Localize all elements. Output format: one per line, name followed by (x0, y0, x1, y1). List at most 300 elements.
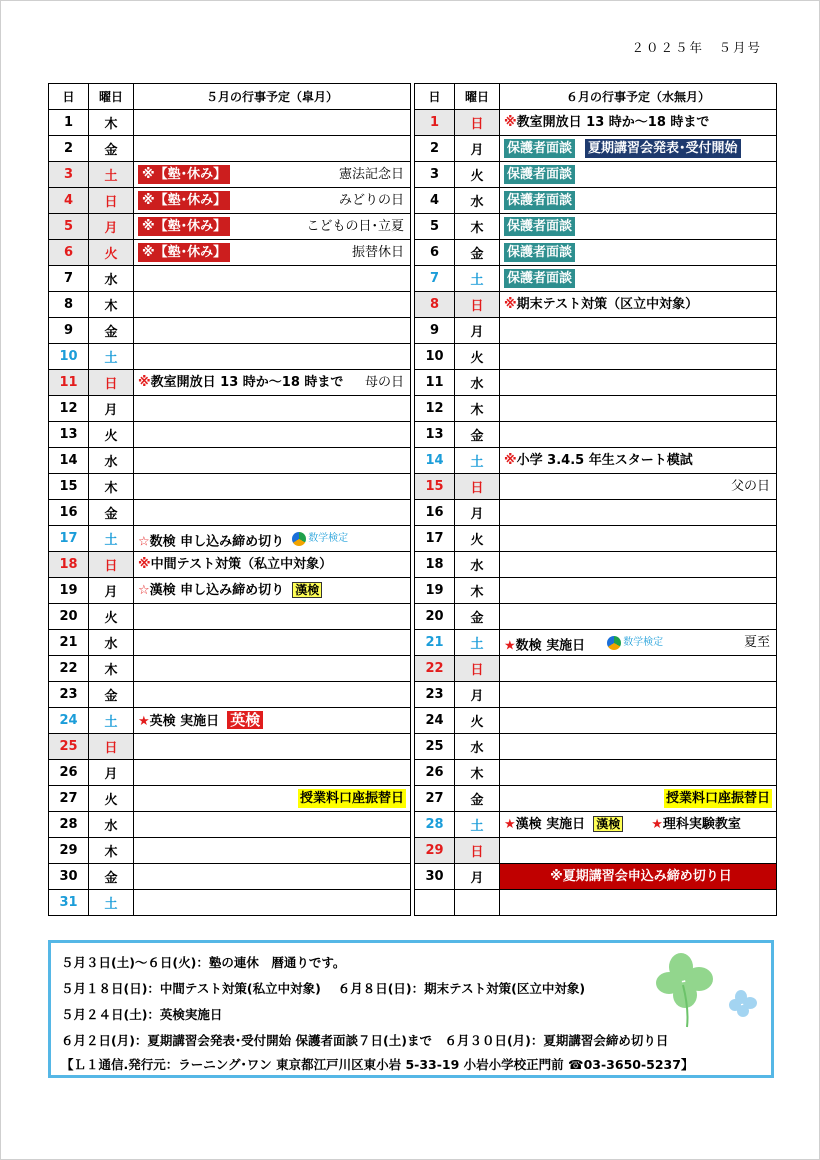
calendar-row (49, 422, 777, 448)
may-day: 19 (49, 578, 89, 604)
calendar-row (49, 448, 777, 474)
june-event-cell (500, 604, 777, 630)
june-weekday: 水 (455, 188, 500, 214)
calendar-row (49, 370, 777, 396)
may-event-cell (134, 188, 411, 214)
may-day: 28 (49, 812, 89, 838)
star-outline-icon: ☆ (138, 534, 150, 550)
june-event-cell (500, 292, 777, 318)
event-content (504, 214, 575, 239)
event-note: みどりの日 (338, 193, 404, 208)
may-weekday: 火 (89, 240, 134, 266)
event-content (138, 240, 230, 265)
event-content (138, 214, 230, 239)
june-event-cell (500, 422, 777, 448)
calendar-row (49, 682, 777, 708)
june-event-cell (500, 552, 777, 578)
may-event-cell (134, 136, 411, 162)
june-weekday: 水 (455, 552, 500, 578)
event-extra (651, 817, 741, 832)
may-event-cell (134, 864, 411, 890)
event-content (138, 578, 322, 603)
may-weekday: 日 (89, 370, 134, 396)
june-weekday: 木 (455, 214, 500, 240)
may-weekday: 木 (89, 110, 134, 136)
june-day: 4 (415, 188, 455, 214)
calendar-row (49, 656, 777, 682)
may-day: 2 (49, 136, 89, 162)
june-event-cell (500, 838, 777, 864)
tuition-transfer-label: 授業料口座振替日 (299, 791, 404, 806)
may-day: 21 (49, 630, 89, 656)
june-day: 18 (415, 552, 455, 578)
suken-badge (292, 526, 348, 551)
footer-line: ６月２日(月)：夏期講習会発表･受付開始 保護者面談７日(土)まで ６月３０日(月)：夏期講習会締め切り日 (61, 1033, 669, 1048)
may-weekday: 土 (89, 344, 134, 370)
may-weekday: 火 (89, 604, 134, 630)
june-event-cell (500, 786, 777, 812)
event-note: 夏至 (743, 635, 770, 650)
may-weekday: 水 (89, 630, 134, 656)
calendar-row (49, 162, 777, 188)
june-event-cell (500, 708, 777, 734)
june-day: 23 (415, 682, 455, 708)
parent-meeting-tag: 保護者面談 (504, 243, 575, 262)
june-weekday: 金 (455, 240, 500, 266)
june-weekday: 水 (455, 734, 500, 760)
note-mark: ※ (138, 557, 151, 572)
june-day: 12 (415, 396, 455, 422)
event-content (138, 370, 343, 395)
may-weekday: 木 (89, 838, 134, 864)
event-content (138, 188, 230, 213)
may-weekday: 金 (89, 864, 134, 890)
suken-label: 数学検定 (308, 533, 349, 544)
may-weekday: 土 (89, 162, 134, 188)
may-event-cell (134, 214, 411, 240)
eiken-badge: 英検 (227, 711, 263, 729)
may-weekday: 土 (89, 890, 134, 916)
june-weekday: 土 (455, 630, 500, 656)
event-content (138, 708, 263, 733)
may-weekday: 土 (89, 526, 134, 552)
may-weekday: 木 (89, 656, 134, 682)
may-event-cell (134, 162, 411, 188)
may-day: 10 (49, 344, 89, 370)
may-day: 16 (49, 500, 89, 526)
may-day: 12 (49, 396, 89, 422)
may-weekday: 火 (89, 786, 134, 812)
calendar-row (49, 110, 777, 136)
june-weekday: 金 (455, 786, 500, 812)
june-event-cell (500, 500, 777, 526)
june-day: 14 (415, 448, 455, 474)
may-weekday: 土 (89, 708, 134, 734)
clover-illustration (653, 949, 763, 1029)
may-weekday: 水 (89, 448, 134, 474)
may-weekday: 水 (89, 266, 134, 292)
calendar-row (49, 734, 777, 760)
june-event-cell (500, 864, 777, 890)
june-weekday: 土 (455, 266, 500, 292)
june-event-cell (500, 448, 777, 474)
may-day: 6 (49, 240, 89, 266)
june-day: 8 (415, 292, 455, 318)
june-event-cell (500, 812, 777, 838)
may-event-cell (134, 318, 411, 344)
june-weekday: 火 (455, 526, 500, 552)
calendar-row (49, 214, 777, 240)
june-day: 3 (415, 162, 455, 188)
calendar-table (48, 83, 777, 916)
calendar-row (49, 396, 777, 422)
may-event-cell (134, 708, 411, 734)
event-content (504, 162, 575, 187)
june-event-cell (500, 630, 777, 656)
tuition-transfer-label: 授業料口座振替日 (665, 791, 770, 806)
june-day: 27 (415, 786, 455, 812)
june-event-cell (500, 266, 777, 292)
june-weekday: 木 (455, 578, 500, 604)
may-day: 17 (49, 526, 89, 552)
may-weekday: 金 (89, 136, 134, 162)
june-event-cell (500, 214, 777, 240)
may-day: 5 (49, 214, 89, 240)
may-day: 15 (49, 474, 89, 500)
star-icon: ★ (504, 638, 516, 654)
calendar-row (49, 890, 777, 916)
june-weekday: 日 (455, 838, 500, 864)
note-mark: ※ (504, 297, 517, 312)
may-day: 25 (49, 734, 89, 760)
event-text: 漢検 実施日 (515, 817, 586, 832)
june-event-cell (500, 188, 777, 214)
june-day: 29 (415, 838, 455, 864)
may-event-cell (134, 500, 411, 526)
may-event-cell (134, 786, 411, 812)
parent-meeting-tag: 保護者面談 (504, 139, 575, 158)
parent-meeting-tag: 保護者面談 (504, 269, 575, 288)
calendar-row (49, 188, 777, 214)
june-event-cell (500, 578, 777, 604)
may-weekday: 火 (89, 422, 134, 448)
june-weekday: 水 (455, 370, 500, 396)
calendar-row (49, 708, 777, 734)
may-day: 8 (49, 292, 89, 318)
june-day: 30 (415, 864, 455, 890)
june-event-cell (500, 734, 777, 760)
star-icon: ★ (138, 714, 150, 729)
holiday-tag: ※【塾･休み】 (138, 191, 230, 210)
calendar-row (49, 578, 777, 604)
event-text: 漢検 申し込み締め切り (149, 583, 285, 598)
june-weekday: 月 (455, 864, 500, 890)
june-weekday: 火 (455, 162, 500, 188)
calendar-row (49, 318, 777, 344)
june-event-cell (500, 318, 777, 344)
may-day: 31 (49, 890, 89, 916)
event-note: 憲法記念日 (338, 167, 404, 182)
may-event-cell (134, 734, 411, 760)
suken-logo-icon (292, 532, 306, 546)
june-day: 1 (415, 110, 455, 136)
june-day: 28 (415, 812, 455, 838)
deadline-text: ※夏期講習会申込み締め切り日 (550, 869, 732, 884)
june-weekday: 木 (455, 760, 500, 786)
kanken-badge: 漢検 (593, 816, 623, 832)
may-event-cell (134, 396, 411, 422)
june-event-cell (500, 526, 777, 552)
june-day: 10 (415, 344, 455, 370)
june-weekday: 日 (455, 474, 500, 500)
june-event-cell (500, 162, 777, 188)
may-event-cell (134, 370, 411, 396)
june-event-cell (500, 110, 777, 136)
event-note: 父の日 (730, 479, 770, 494)
may-day: 30 (49, 864, 89, 890)
footer-notes (48, 940, 774, 1078)
event-text: 数検 実施日 (515, 638, 586, 654)
june-day: 16 (415, 500, 455, 526)
event-note: 母の日 (364, 375, 404, 390)
event-text: 理科実験教室 (662, 817, 741, 832)
may-day: 18 (49, 552, 89, 578)
may-weekday: 木 (89, 474, 134, 500)
june-day: 15 (415, 474, 455, 500)
parent-meeting-tag: 保護者面談 (504, 217, 575, 236)
june-day: 11 (415, 370, 455, 396)
june-day-header: 日 (415, 84, 455, 110)
may-day: 27 (49, 786, 89, 812)
june-day: 25 (415, 734, 455, 760)
june-day: 13 (415, 422, 455, 448)
calendar-row (49, 552, 777, 578)
june-weekday (455, 890, 500, 916)
may-event-cell (134, 890, 411, 916)
event-content (138, 162, 230, 187)
calendar-row (49, 474, 777, 500)
may-event-cell (134, 838, 411, 864)
may-weekday: 月 (89, 214, 134, 240)
event-note: こどもの日･立夏 (306, 219, 404, 234)
kanken-badge: 漢検 (292, 582, 322, 598)
may-event-cell (134, 422, 411, 448)
june-day: 19 (415, 578, 455, 604)
note-mark: ※ (504, 453, 517, 468)
may-day: 24 (49, 708, 89, 734)
event-text: 期末テスト対策（区立中対象） (516, 297, 699, 312)
june-day: 26 (415, 760, 455, 786)
june-event-cell (500, 474, 777, 500)
may-day: 1 (49, 110, 89, 136)
may-event-cell (134, 292, 411, 318)
event-note: 振替休日 (351, 245, 404, 260)
event-text: 英検 実施日 (149, 714, 220, 729)
calendar-row (49, 604, 777, 630)
may-day: 14 (49, 448, 89, 474)
event-content (138, 526, 348, 551)
event-content (504, 812, 741, 837)
event-content (504, 240, 575, 265)
star-icon: ★ (651, 817, 663, 832)
event-text: 中間テスト対策（私立中対象） (150, 557, 333, 572)
calendar-row (49, 240, 777, 266)
may-weekday: 日 (89, 552, 134, 578)
june-day: 24 (415, 708, 455, 734)
june-event-cell (500, 760, 777, 786)
june-weekday: 日 (455, 292, 500, 318)
star-icon: ★ (504, 817, 516, 832)
may-event-cell (134, 474, 411, 500)
may-day: 20 (49, 604, 89, 630)
may-weekday: 金 (89, 318, 134, 344)
june-day: 7 (415, 266, 455, 292)
calendar-row (49, 266, 777, 292)
june-day: 21 (415, 630, 455, 656)
june-weekday: 土 (455, 812, 500, 838)
may-event-cell (134, 110, 411, 136)
may-title-header: ５月の行事予定（皐月） (134, 84, 411, 110)
may-day: 11 (49, 370, 89, 396)
header-row (49, 84, 777, 110)
may-day-header: 日 (49, 84, 89, 110)
tuition-transfer-note (298, 786, 406, 811)
june-event-cell (500, 890, 777, 916)
may-day: 4 (49, 188, 89, 214)
event-content (504, 630, 663, 655)
june-weekday: 月 (455, 682, 500, 708)
event-content (504, 110, 709, 135)
calendar-row (49, 786, 777, 812)
parent-meeting-tag: 保護者面談 (504, 165, 575, 184)
event-content (504, 188, 575, 213)
may-weekday: 月 (89, 396, 134, 422)
may-event-cell (134, 656, 411, 682)
may-event-cell (134, 682, 411, 708)
june-day: 2 (415, 136, 455, 162)
may-day: 23 (49, 682, 89, 708)
footer-line: ５月１８日(日)：中間テスト対策(私立中対象) ６月８日(日)：期末テスト対策(区立中対象) (61, 981, 586, 996)
june-weekday: 月 (455, 318, 500, 344)
june-weekday: 月 (455, 500, 500, 526)
may-weekday: 水 (89, 812, 134, 838)
june-event-cell (500, 396, 777, 422)
note-mark: ※ (138, 375, 151, 390)
may-event-cell (134, 240, 411, 266)
june-event-cell (500, 240, 777, 266)
suken-badge (607, 630, 663, 655)
june-weekday: 火 (455, 344, 500, 370)
may-day: 29 (49, 838, 89, 864)
may-day: 13 (49, 422, 89, 448)
may-event-cell (134, 552, 411, 578)
june-day (415, 890, 455, 916)
event-content (504, 266, 575, 291)
june-event-cell (500, 370, 777, 396)
holiday-tag: ※【塾･休み】 (138, 165, 230, 184)
holiday-tag: ※【塾･休み】 (138, 243, 230, 262)
may-event-cell (134, 630, 411, 656)
suken-label: 数学検定 (623, 637, 664, 648)
may-day: 22 (49, 656, 89, 682)
june-weekday-header: 曜日 (455, 84, 500, 110)
calendar-row (49, 136, 777, 162)
may-day: 9 (49, 318, 89, 344)
may-weekday: 金 (89, 682, 134, 708)
june-weekday: 土 (455, 448, 500, 474)
may-event-cell (134, 812, 411, 838)
june-weekday: 木 (455, 396, 500, 422)
may-event-cell (134, 344, 411, 370)
may-weekday: 木 (89, 292, 134, 318)
june-title-header: ６月の行事予定（水無月） (500, 84, 777, 110)
june-weekday: 日 (455, 110, 500, 136)
star-outline-icon: ☆ (138, 583, 150, 598)
june-event-cell (500, 344, 777, 370)
calendar-row (49, 760, 777, 786)
note-mark: ※ (504, 115, 517, 130)
holiday-tag: ※【塾･休み】 (138, 217, 230, 236)
may-weekday: 日 (89, 734, 134, 760)
may-event-cell (134, 760, 411, 786)
june-day: 6 (415, 240, 455, 266)
june-weekday: 日 (455, 656, 500, 682)
footer-line: ５月３日(土)～６日(火)：塾の連休 暦通りです。 (61, 955, 346, 970)
may-weekday: 日 (89, 188, 134, 214)
may-event-cell (134, 578, 411, 604)
may-weekday: 月 (89, 578, 134, 604)
june-day: 20 (415, 604, 455, 630)
may-weekday: 金 (89, 500, 134, 526)
parent-meeting-tag: 保護者面談 (504, 191, 575, 210)
calendar-row (49, 630, 777, 656)
issue-label: ２０２５年 ５月号 (631, 40, 762, 55)
calendar-row (49, 838, 777, 864)
event-content (504, 448, 693, 473)
june-day: 9 (415, 318, 455, 344)
june-event-cell (500, 136, 777, 162)
june-weekday: 金 (455, 604, 500, 630)
june-day: 22 (415, 656, 455, 682)
event-content (500, 864, 776, 889)
suken-logo-icon (607, 636, 621, 650)
may-day: 26 (49, 760, 89, 786)
event-content (504, 136, 741, 161)
june-weekday: 月 (455, 136, 500, 162)
calendar-row (49, 812, 777, 838)
summer-course-tag: 夏期講習会発表･受付開始 (585, 139, 741, 158)
calendar-row (49, 344, 777, 370)
calendar-row (49, 292, 777, 318)
event-text: 教室開放日 13 時か～18 時まで (150, 375, 344, 390)
may-weekday: 月 (89, 760, 134, 786)
june-day: 5 (415, 214, 455, 240)
event-text: 小学 3.4.5 年生スタート模試 (516, 453, 693, 468)
june-event-cell (500, 656, 777, 682)
may-event-cell (134, 526, 411, 552)
tuition-transfer-note (664, 786, 772, 811)
footer-line: 【Ｌ１通信.発行元：ラーニング･ワン 東京都江戸川区東小岩 5-33-19 小岩小学校正門前 ☎03-3650-5237】 (61, 1057, 694, 1072)
footer-line: ５月２４日(土)：英検実施日 (61, 1007, 223, 1022)
event-text: 数検 申し込み締め切り (149, 534, 285, 550)
june-weekday: 金 (455, 422, 500, 448)
may-day: 7 (49, 266, 89, 292)
june-weekday: 火 (455, 708, 500, 734)
calendar-row (49, 526, 777, 552)
may-day: 3 (49, 162, 89, 188)
event-content (138, 552, 332, 577)
june-event-cell (500, 682, 777, 708)
